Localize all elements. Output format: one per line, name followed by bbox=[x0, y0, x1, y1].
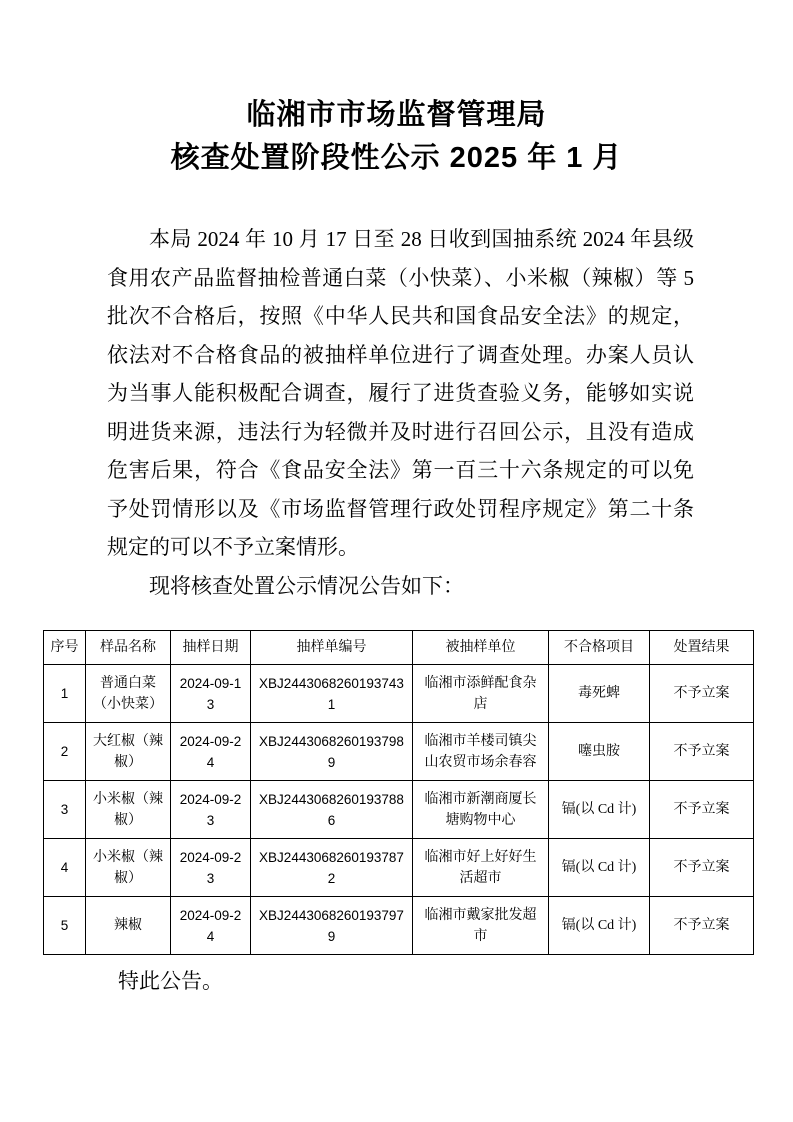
cell-index: 4 bbox=[44, 839, 86, 897]
cell-failed-item: 噻虫胺 bbox=[549, 723, 650, 781]
cell-failed-item: 镉(以 Cd 计) bbox=[549, 781, 650, 839]
title-line-2: 核查处置阶段性公示 2025 年 1 月 bbox=[170, 142, 623, 174]
cell-sample-name: 小米椒（辣椒） bbox=[86, 781, 171, 839]
col-header-index: 序号 bbox=[44, 631, 86, 665]
cell-sample-name: 辣椒 bbox=[86, 897, 171, 955]
paragraph-lead-in: 现将核查处置公示情况公告如下： bbox=[149, 573, 464, 598]
table-row bbox=[44, 723, 754, 781]
cell-sample-code: XBJ24430682601937989 bbox=[251, 723, 413, 781]
cell-sample-code: XBJ24430682601937872 bbox=[251, 839, 413, 897]
cell-sample-date: 2024-09-23 bbox=[171, 839, 251, 897]
cell-disposal-result: 不予立案 bbox=[650, 897, 754, 955]
title-line-1: 临湘市市场监督管理局 bbox=[246, 99, 547, 131]
table-row bbox=[44, 839, 754, 897]
cell-sample-date: 2024-09-23 bbox=[171, 781, 251, 839]
table-row bbox=[44, 897, 754, 955]
cell-disposal-result: 不予立案 bbox=[650, 781, 754, 839]
cell-sample-name: 大红椒（辣椒） bbox=[86, 723, 171, 781]
table-header-row bbox=[44, 631, 754, 665]
col-header-failed-item: 不合格项目 bbox=[549, 631, 650, 665]
col-header-sampled-unit: 被抽样单位 bbox=[413, 631, 549, 665]
cell-sample-date: 2024-09-24 bbox=[171, 897, 251, 955]
cell-sampled-unit: 临湘市添鲜配食杂店 bbox=[413, 665, 549, 723]
closing-statement: 特此公告。 bbox=[118, 969, 223, 993]
cell-failed-item: 毒死蜱 bbox=[549, 665, 650, 723]
table-row bbox=[44, 665, 754, 723]
col-header-sample-date: 抽样日期 bbox=[171, 631, 251, 665]
document-body bbox=[107, 220, 694, 605]
cell-sampled-unit: 临湘市新潮商厦长塘购物中心 bbox=[413, 781, 549, 839]
cell-index: 5 bbox=[44, 897, 86, 955]
cell-disposal-result: 不予立案 bbox=[650, 723, 754, 781]
cell-sampled-unit: 临湘市戴家批发超市 bbox=[413, 897, 549, 955]
cell-index: 2 bbox=[44, 723, 86, 781]
document-title bbox=[0, 94, 793, 180]
cell-index: 3 bbox=[44, 781, 86, 839]
inspection-results-table bbox=[43, 630, 754, 955]
cell-disposal-result: 不予立案 bbox=[650, 839, 754, 897]
col-header-disposal-result: 处置结果 bbox=[650, 631, 754, 665]
cell-sample-code: XBJ24430682601937431 bbox=[251, 665, 413, 723]
cell-failed-item: 镉(以 Cd 计) bbox=[549, 839, 650, 897]
cell-index: 1 bbox=[44, 665, 86, 723]
cell-sampled-unit: 临湘市好上好好生活超市 bbox=[413, 839, 549, 897]
cell-sample-date: 2024-09-24 bbox=[171, 723, 251, 781]
cell-sample-name: 小米椒（辣椒） bbox=[86, 839, 171, 897]
cell-sample-date: 2024-09-13 bbox=[171, 665, 251, 723]
cell-sampled-unit: 临湘市羊楼司镇尖山农贸市场余春容 bbox=[413, 723, 549, 781]
col-header-sample-code: 抽样单编号 bbox=[251, 631, 413, 665]
cell-failed-item: 镉(以 Cd 计) bbox=[549, 897, 650, 955]
cell-sample-code: XBJ24430682601937979 bbox=[251, 897, 413, 955]
cell-disposal-result: 不予立案 bbox=[650, 665, 754, 723]
table-row bbox=[44, 781, 754, 839]
paragraph-intro: 本局 2024 年 10 月 17 日至 28 日收到国抽系统 2024 年县级食用农产品监督抽检普通白菜（小快菜）、小米椒（辣椒）等 5 批次不合格后，按照《中华人民共和国食品安全法》的规定，依法对不合格食品的被抽样单位进行了调查处理。办案人员认为当事人能积极配合调查，履行了进货查验义务，能够如实说明进货来源，违法行为轻微并及时进行召回公示，且没有造成危害后果，符合《食品安全法》第一百三十六条规定的可以免予处罚情形以及《市场监督管理行政处罚程序规定》第二十条规定的可以不予立案情形。 bbox=[107, 227, 694, 559]
col-header-sample-name: 样品名称 bbox=[86, 631, 171, 665]
cell-sample-name: 普通白菜（小快菜） bbox=[86, 665, 171, 723]
cell-sample-code: XBJ24430682601937886 bbox=[251, 781, 413, 839]
